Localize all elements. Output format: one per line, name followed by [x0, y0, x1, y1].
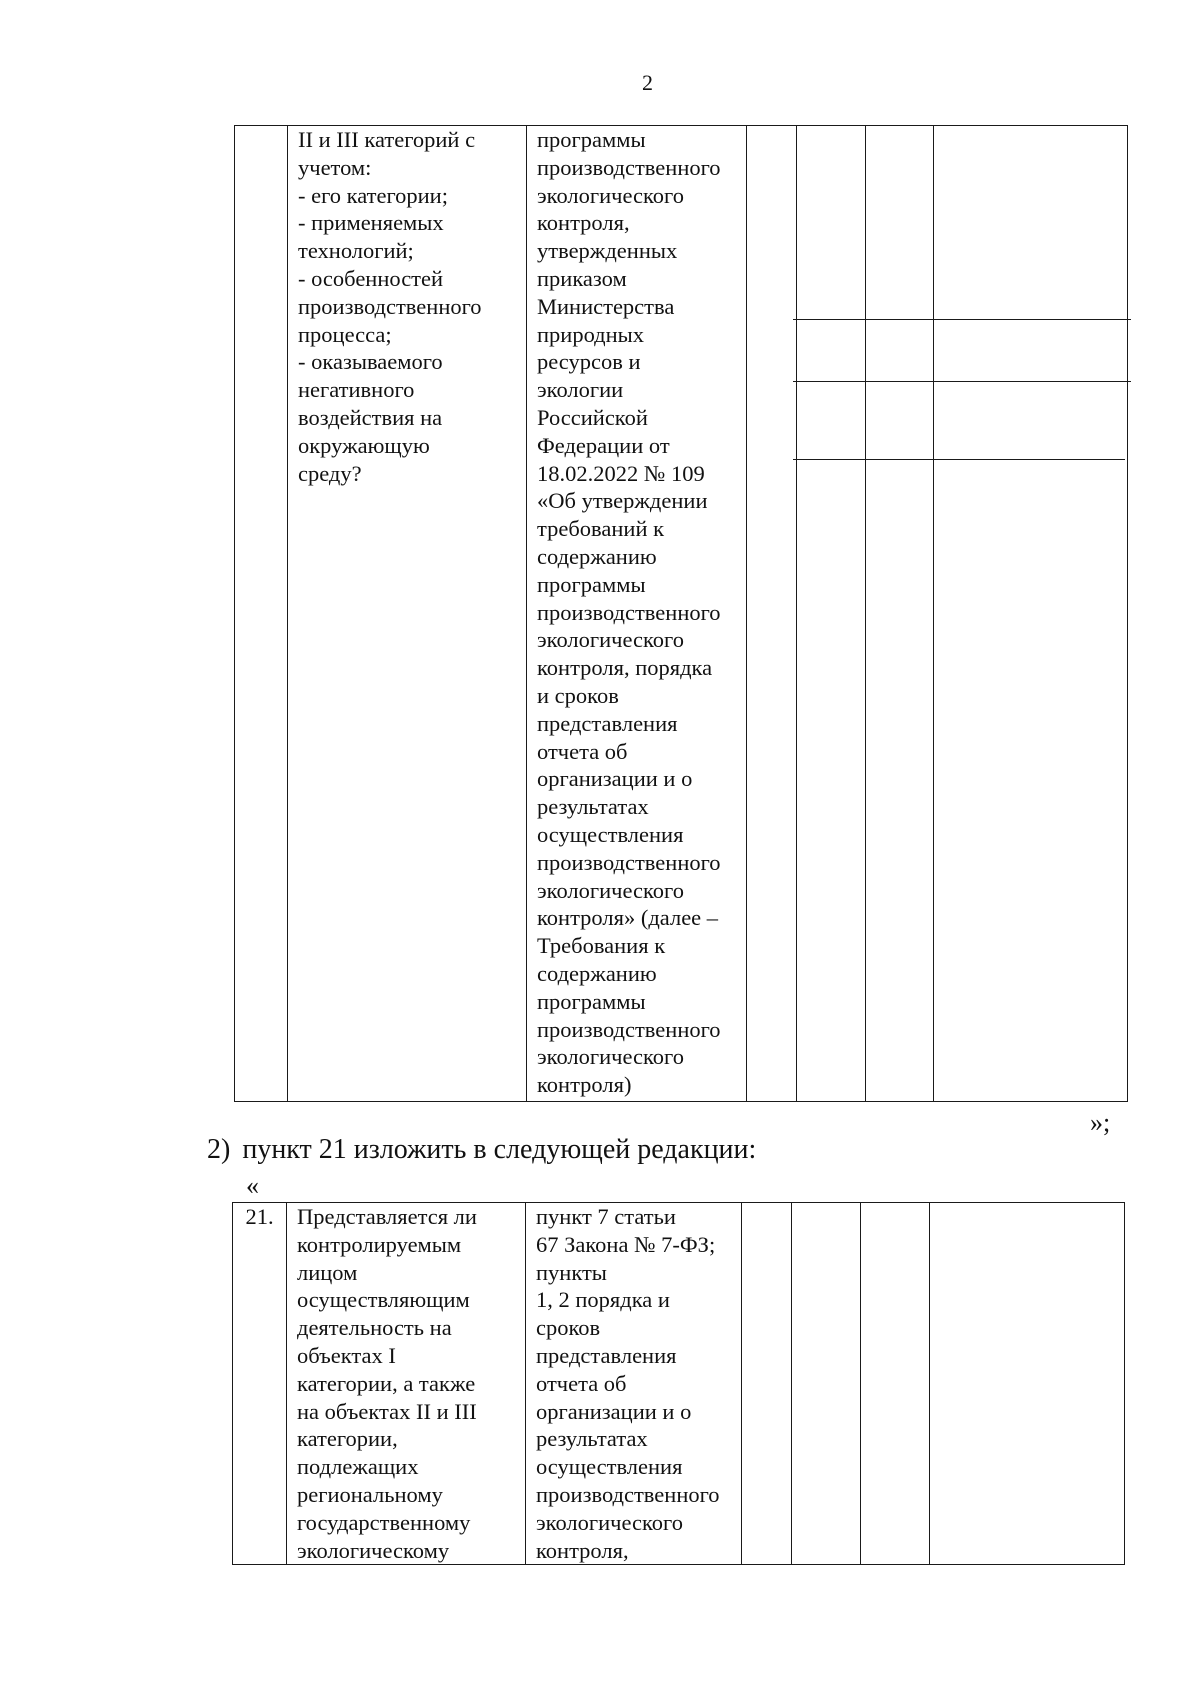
- answer-yes-cell: [747, 126, 797, 1102]
- note-cell: [930, 1203, 1125, 1565]
- question-cell: II и III категорий с учетом: - его категории; - применяемых технологий; - особенностей производственного процесса; - оказываемого негативного воздействия на окружающую среду?: [288, 126, 527, 1102]
- answer-na-cell: [866, 126, 934, 1102]
- legal-basis-cell: пункт 7 статьи 67 Закона № 7-ФЗ; пункты 1, 2 порядка и сроков представления отчета об организации и о результатах осуществления производственного экологического контроля,: [526, 1203, 742, 1565]
- table-row: [233, 1203, 1125, 1565]
- table-line: [793, 459, 1125, 460]
- closing-quote: »;: [1090, 1108, 1111, 1137]
- question-cell: Представляется ли контролируемым лицом осуществляющим деятельность на объектах I категории, а также на объектах II и III категории, подлежащих региональному государственному экологическому: [287, 1203, 526, 1565]
- answer-no-cell: [792, 1203, 861, 1565]
- amendment-number: 2): [207, 1134, 231, 1165]
- answer-yes-cell: [742, 1203, 792, 1565]
- table-line: [793, 381, 1131, 382]
- answer-no-cell: [797, 126, 866, 1102]
- note-cell: [934, 126, 1128, 1102]
- amendment-item: [207, 1134, 756, 1166]
- answer-na-cell: [861, 1203, 930, 1565]
- table-line: [793, 319, 1131, 320]
- opening-quote: «: [246, 1171, 259, 1200]
- checklist-table-continued: [234, 125, 1128, 1102]
- row-number-cell: [235, 126, 288, 1102]
- table-row: [235, 126, 1128, 1102]
- row-number-cell: 21.: [233, 1203, 287, 1565]
- page-number: 2: [642, 70, 653, 95]
- checklist-table-item-21: [232, 1202, 1125, 1565]
- amendment-text: пункт 21 изложить в следующей редакции:: [242, 1134, 757, 1165]
- legal-basis-cell: программы производственного экологического контроля, утвержденных приказом Министерства природных ресурсов и экологии Российской Федерации от 18.02.2022 № 109 «Об утверждении требований к содержанию программы производственного экологического контроля, порядка и сроков представления отчета об организации и о результатах осуществления производственного экологического контроля» (далее – Требования к содержанию программы производственного экологического контроля): [527, 126, 747, 1102]
